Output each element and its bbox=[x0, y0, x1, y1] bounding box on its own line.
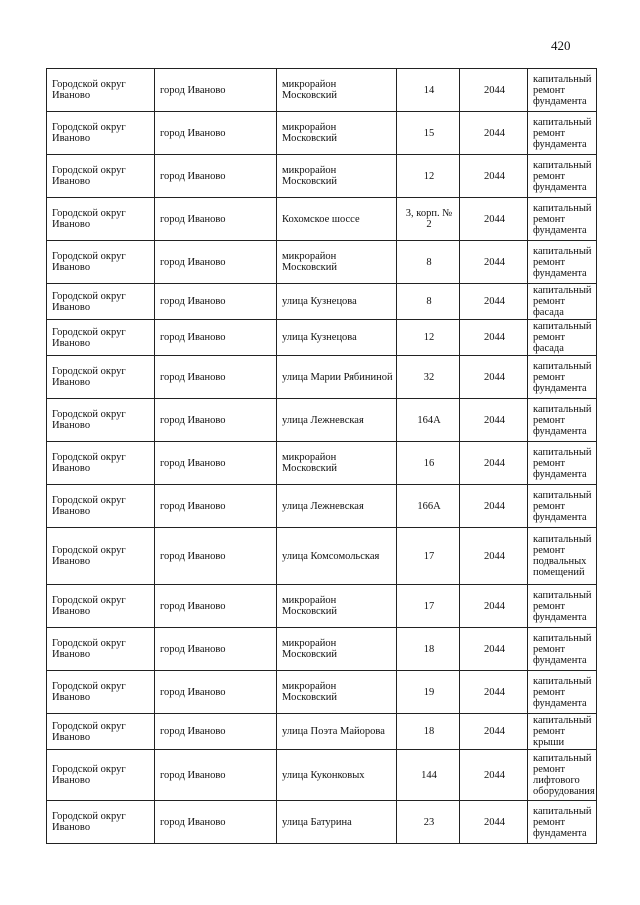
year-cell: 2044 bbox=[460, 801, 528, 844]
year-cell: 2044 bbox=[460, 442, 528, 485]
city-cell: город Иваново bbox=[155, 585, 277, 628]
work-type-cell: капитальный ремонт фасада bbox=[528, 284, 597, 320]
district-cell: Городской округ Иваново bbox=[47, 714, 155, 750]
registry-table bbox=[46, 68, 597, 844]
year-cell: 2044 bbox=[460, 585, 528, 628]
city-cell: город Иваново bbox=[155, 320, 277, 356]
house-cell: 17 bbox=[397, 528, 460, 585]
table-row bbox=[47, 528, 597, 585]
city-cell: город Иваново bbox=[155, 69, 277, 112]
table-row bbox=[47, 714, 597, 750]
year-cell: 2044 bbox=[460, 155, 528, 198]
city-cell: город Иваново bbox=[155, 112, 277, 155]
street-cell: микрорайон Московский bbox=[277, 112, 397, 155]
work-type-cell: капитальный ремонт фундамента bbox=[528, 241, 597, 284]
city-cell: город Иваново bbox=[155, 442, 277, 485]
city-cell: город Иваново bbox=[155, 399, 277, 442]
street-cell: улица Лежневская bbox=[277, 485, 397, 528]
street-cell: улица Поэта Майорова bbox=[277, 714, 397, 750]
street-cell: улица Батурина bbox=[277, 801, 397, 844]
house-cell: 17 bbox=[397, 585, 460, 628]
table-row bbox=[47, 356, 597, 399]
street-cell: микрорайон Московский bbox=[277, 442, 397, 485]
street-cell: улица Лежневская bbox=[277, 399, 397, 442]
district-cell: Городской округ Иваново bbox=[47, 155, 155, 198]
year-cell: 2044 bbox=[460, 112, 528, 155]
table-row bbox=[47, 198, 597, 241]
house-cell: 18 bbox=[397, 628, 460, 671]
table-row bbox=[47, 155, 597, 198]
table-row bbox=[47, 241, 597, 284]
district-cell: Городской округ Иваново bbox=[47, 241, 155, 284]
city-cell: город Иваново bbox=[155, 714, 277, 750]
year-cell: 2044 bbox=[460, 320, 528, 356]
street-cell: улица Кузнецова bbox=[277, 284, 397, 320]
year-cell: 2044 bbox=[460, 628, 528, 671]
district-cell: Городской округ Иваново bbox=[47, 320, 155, 356]
city-cell: город Иваново bbox=[155, 241, 277, 284]
district-cell: Городской округ Иваново bbox=[47, 399, 155, 442]
table-row bbox=[47, 671, 597, 714]
house-cell: 12 bbox=[397, 320, 460, 356]
year-cell: 2044 bbox=[460, 485, 528, 528]
table-row bbox=[47, 750, 597, 801]
work-type-cell: капитальный ремонт подвальных помещений bbox=[528, 528, 597, 585]
street-cell: микрорайон Московский bbox=[277, 585, 397, 628]
work-type-cell: капитальный ремонт фундамента bbox=[528, 585, 597, 628]
street-cell: улица Комсомольская bbox=[277, 528, 397, 585]
city-cell: город Иваново bbox=[155, 628, 277, 671]
table-row bbox=[47, 442, 597, 485]
work-type-cell: капитальный ремонт фундамента bbox=[528, 69, 597, 112]
district-cell: Городской округ Иваново bbox=[47, 671, 155, 714]
table-row bbox=[47, 112, 597, 155]
work-type-cell: капитальный ремонт фундамента bbox=[528, 112, 597, 155]
house-cell: 12 bbox=[397, 155, 460, 198]
street-cell: микрорайон Московский bbox=[277, 69, 397, 112]
table-row bbox=[47, 585, 597, 628]
street-cell: улица Марии Рябининой bbox=[277, 356, 397, 399]
house-cell: 144 bbox=[397, 750, 460, 801]
year-cell: 2044 bbox=[460, 671, 528, 714]
house-cell: 15 bbox=[397, 112, 460, 155]
district-cell: Городской округ Иваново bbox=[47, 801, 155, 844]
year-cell: 2044 bbox=[460, 750, 528, 801]
work-type-cell: капитальный ремонт фундамента bbox=[528, 671, 597, 714]
house-cell: 18 bbox=[397, 714, 460, 750]
table-row bbox=[47, 320, 597, 356]
house-cell: 32 bbox=[397, 356, 460, 399]
city-cell: город Иваново bbox=[155, 155, 277, 198]
page-number: 420 bbox=[551, 38, 571, 53]
city-cell: город Иваново bbox=[155, 356, 277, 399]
year-cell: 2044 bbox=[460, 528, 528, 585]
work-type-cell: капитальный ремонт фасада bbox=[528, 320, 597, 356]
house-cell: 23 bbox=[397, 801, 460, 844]
district-cell: Городской округ Иваново bbox=[47, 442, 155, 485]
street-cell: Кохомское шоссе bbox=[277, 198, 397, 241]
work-type-cell: капитальный ремонт фундамента bbox=[528, 356, 597, 399]
street-cell: улица Куконковых bbox=[277, 750, 397, 801]
city-cell: город Иваново bbox=[155, 528, 277, 585]
district-cell: Городской округ Иваново bbox=[47, 356, 155, 399]
year-cell: 2044 bbox=[460, 241, 528, 284]
city-cell: город Иваново bbox=[155, 671, 277, 714]
year-cell: 2044 bbox=[460, 356, 528, 399]
work-type-cell: капитальный ремонт фундамента bbox=[528, 198, 597, 241]
table-row bbox=[47, 399, 597, 442]
district-cell: Городской округ Иваново bbox=[47, 284, 155, 320]
district-cell: Городской округ Иваново bbox=[47, 69, 155, 112]
house-cell: 3, корп. № 2 bbox=[397, 198, 460, 241]
street-cell: микрорайон Московский bbox=[277, 155, 397, 198]
table-row bbox=[47, 628, 597, 671]
year-cell: 2044 bbox=[460, 284, 528, 320]
district-cell: Городской округ Иваново bbox=[47, 528, 155, 585]
district-cell: Городской округ Иваново bbox=[47, 750, 155, 801]
city-cell: город Иваново bbox=[155, 284, 277, 320]
street-cell: улица Кузнецова bbox=[277, 320, 397, 356]
year-cell: 2044 bbox=[460, 198, 528, 241]
street-cell: микрорайон Московский bbox=[277, 671, 397, 714]
work-type-cell: капитальный ремонт крыши bbox=[528, 714, 597, 750]
table-row bbox=[47, 284, 597, 320]
house-cell: 166А bbox=[397, 485, 460, 528]
year-cell: 2044 bbox=[460, 69, 528, 112]
district-cell: Городской округ Иваново bbox=[47, 628, 155, 671]
house-cell: 14 bbox=[397, 69, 460, 112]
year-cell: 2044 bbox=[460, 399, 528, 442]
work-type-cell: капитальный ремонт фундамента bbox=[528, 155, 597, 198]
house-cell: 8 bbox=[397, 241, 460, 284]
street-cell: микрорайон Московский bbox=[277, 628, 397, 671]
table-row bbox=[47, 69, 597, 112]
city-cell: город Иваново bbox=[155, 750, 277, 801]
work-type-cell: капитальный ремонт фундамента bbox=[528, 485, 597, 528]
work-type-cell: капитальный ремонт фундамента bbox=[528, 801, 597, 844]
work-type-cell: капитальный ремонт фундамента bbox=[528, 442, 597, 485]
house-cell: 8 bbox=[397, 284, 460, 320]
registry-table-body bbox=[47, 69, 597, 844]
house-cell: 19 bbox=[397, 671, 460, 714]
city-cell: город Иваново bbox=[155, 801, 277, 844]
house-cell: 16 bbox=[397, 442, 460, 485]
table-row bbox=[47, 485, 597, 528]
work-type-cell: капитальный ремонт фундамента bbox=[528, 399, 597, 442]
house-cell: 164А bbox=[397, 399, 460, 442]
district-cell: Городской округ Иваново bbox=[47, 112, 155, 155]
city-cell: город Иваново bbox=[155, 485, 277, 528]
year-cell: 2044 bbox=[460, 714, 528, 750]
city-cell: город Иваново bbox=[155, 198, 277, 241]
district-cell: Городской округ Иваново bbox=[47, 585, 155, 628]
district-cell: Городской округ Иваново bbox=[47, 198, 155, 241]
street-cell: микрорайон Московский bbox=[277, 241, 397, 284]
district-cell: Городской округ Иваново bbox=[47, 485, 155, 528]
table-row bbox=[47, 801, 597, 844]
work-type-cell: капитальный ремонт фундамента bbox=[528, 628, 597, 671]
work-type-cell: капитальный ремонт лифтового оборудования bbox=[528, 750, 597, 801]
